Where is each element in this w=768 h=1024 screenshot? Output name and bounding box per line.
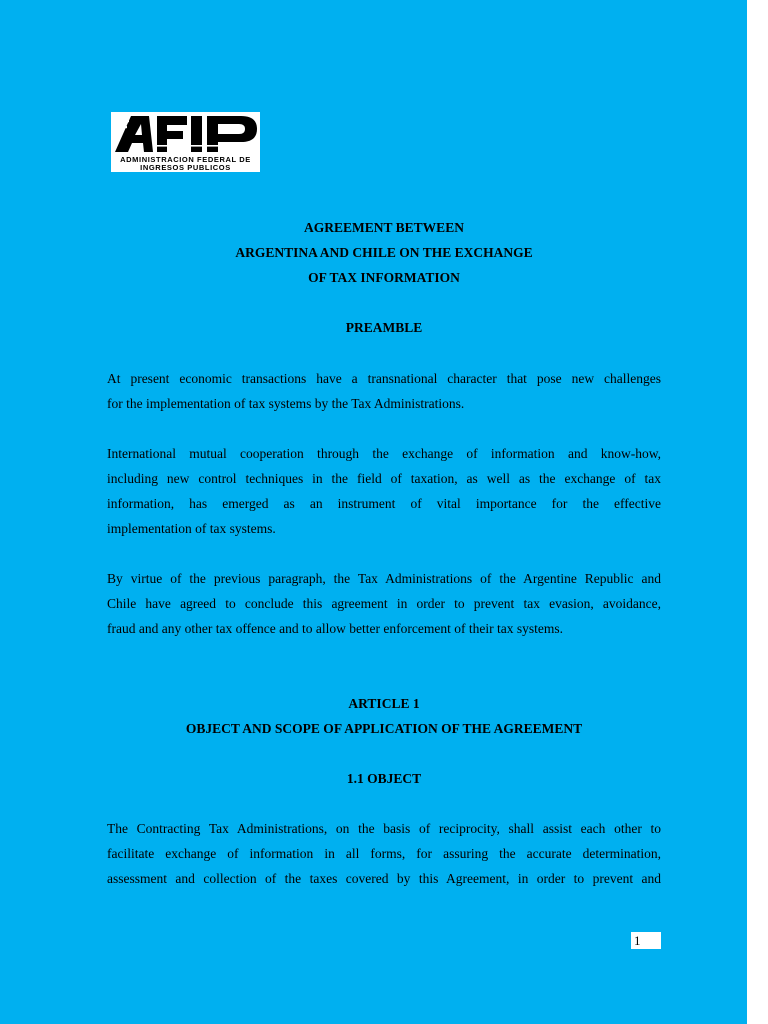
paragraph-line: implementation of tax systems.	[107, 521, 276, 536]
section-1-1-heading: 1.1 OBJECT	[346, 771, 422, 786]
paragraph-line: fraud and any other tax offence and to allow better enforcement of their tax systems.	[107, 621, 563, 636]
section-1-1-paragraph	[107, 816, 661, 891]
paragraph-line: including new control techniques in the field of taxation, as well as the exchange of tax	[107, 471, 661, 486]
article-1-heading: ARTICLE 1	[348, 696, 420, 711]
title-line-3: OF TAX INFORMATION	[308, 270, 460, 285]
article-1-subheading: OBJECT AND SCOPE OF APPLICATION OF THE AGREEMENT	[185, 721, 583, 736]
preamble-paragraph-1	[107, 366, 661, 416]
logo-text-line-2: INGRESOS PUBLICOS	[140, 163, 231, 172]
paragraph-line: By virtue of the previous paragraph, the Tax Administrations of the Argentine Republic and	[107, 571, 661, 586]
paragraph-line: The Contracting Tax Administrations, on the basis of reciprocity, shall assist each other to	[107, 821, 661, 836]
preamble-paragraph-3	[107, 566, 661, 641]
logo-text-line-1: ADMINISTRACION FEDERAL DE	[120, 155, 251, 164]
paragraph-line: for the implementation of tax systems by the Tax Administrations.	[107, 396, 465, 411]
title-line-1: AGREEMENT BETWEEN	[304, 220, 464, 235]
afip-logo	[111, 112, 260, 172]
preamble-heading: PREAMBLE	[345, 320, 423, 335]
paragraph-line: International mutual cooperation through the exchange of information and know-how,	[107, 446, 661, 461]
afip-logo-mark	[111, 112, 260, 156]
paragraph-line: At present economic transactions have a transnational character that pose new challenges	[107, 371, 661, 386]
page-number: 1	[631, 932, 661, 949]
paragraph-line: assessment and collection of the taxes covered by this Agreement, in order to prevent and	[107, 871, 661, 886]
paragraph-line: facilitate exchange of information in all forms, for assuring the accurate determination,	[107, 846, 661, 861]
paragraph-line: Chile have agreed to conclude this agreement in order to prevent tax evasion, avoidance,	[107, 596, 661, 611]
paragraph-line: information, has emerged as an instrument of vital importance for the effective	[107, 496, 661, 511]
title-line-2: ARGENTINA AND CHILE ON THE EXCHANGE	[235, 245, 533, 260]
preamble-paragraph-2	[107, 441, 661, 541]
